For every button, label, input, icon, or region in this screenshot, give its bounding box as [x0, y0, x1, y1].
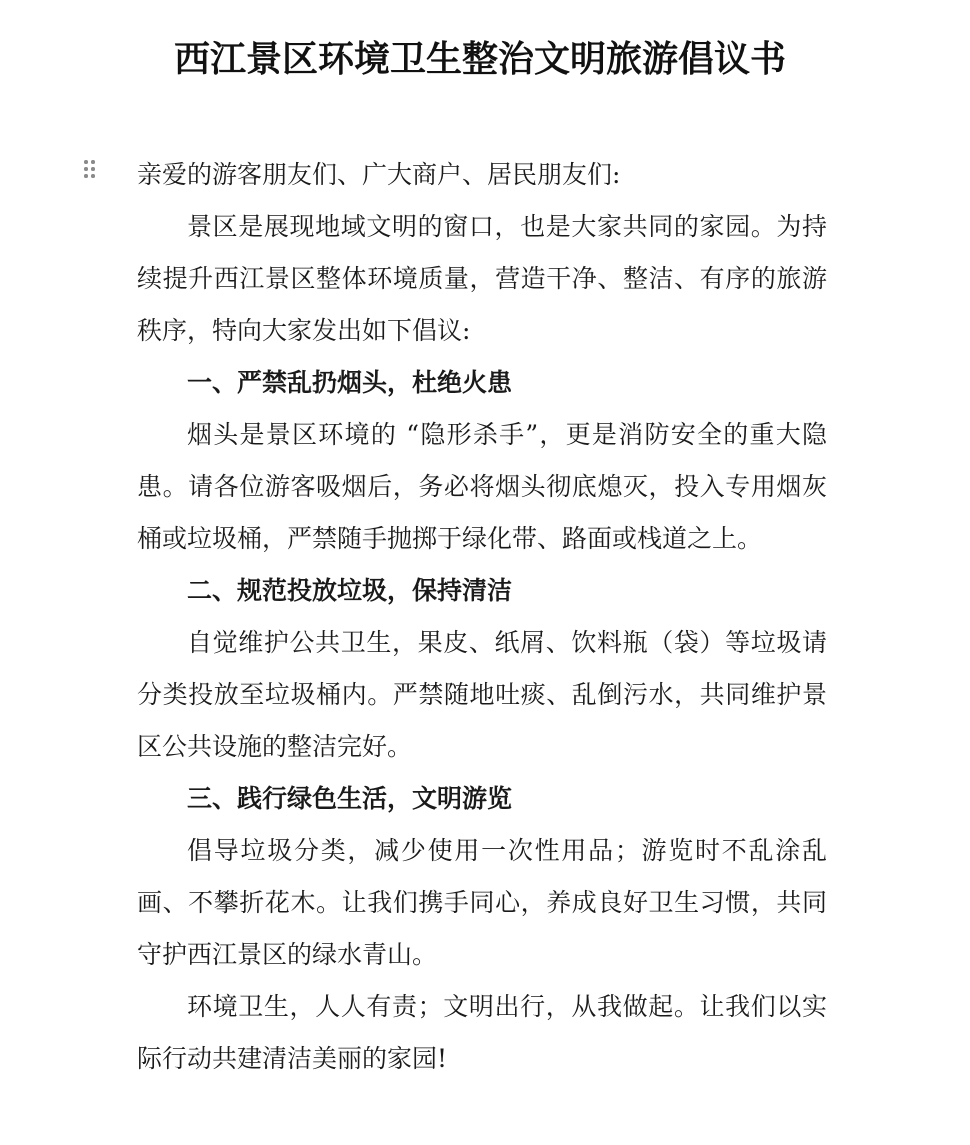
salutation: 亲爱的游客朋友们、广大商户、居民朋友们: [137, 160, 621, 189]
drag-handle-icon[interactable] [84, 160, 98, 186]
document-body [137, 149, 827, 1085]
section-heading: 一、严禁乱扔烟头，杜绝火患 [187, 368, 513, 397]
section-paragraph: 烟头是景区环境的 “隐形杀手”，更是消防安全的重大隐患。请各位游客吸烟后，务必将烟头彻底熄灭，投入专用烟灰桶或垃圾桶，严禁随手抛掷于绿化带、路面或栈道之上。 [137, 420, 827, 553]
section-heading: 二、规范投放垃圾，保持清洁 [187, 576, 513, 605]
section-paragraph: 自觉维护公共卫生，果皮、纸屑、饮料瓶（袋）等垃圾请分类投放至垃圾桶内。严禁随地吐痰、乱倒污水，共同维护景区公共设施的整洁完好。 [137, 628, 827, 761]
closing-paragraph: 环境卫生，人人有责；文明出行，从我做起。让我们以实际行动共建清洁美丽的家园! [137, 992, 827, 1073]
intro-paragraph: 景区是展现地域文明的窗口，也是大家共同的家园。为持续提升西江景区整体环境质量，营造干净、整洁、有序的旅游秩序，特向大家发出如下倡议: [137, 212, 827, 345]
document-title: 西江景区环境卫生整治文明旅游倡议书 [173, 39, 786, 80]
section-heading: 三、践行绿色生活，文明游览 [187, 784, 513, 813]
section-paragraph: 倡导垃圾分类，减少使用一次性用品；游览时不乱涂乱画、不攀折花木。让我们携手同心，养成良好卫生习惯，共同守护西江景区的绿水青山。 [137, 836, 827, 969]
